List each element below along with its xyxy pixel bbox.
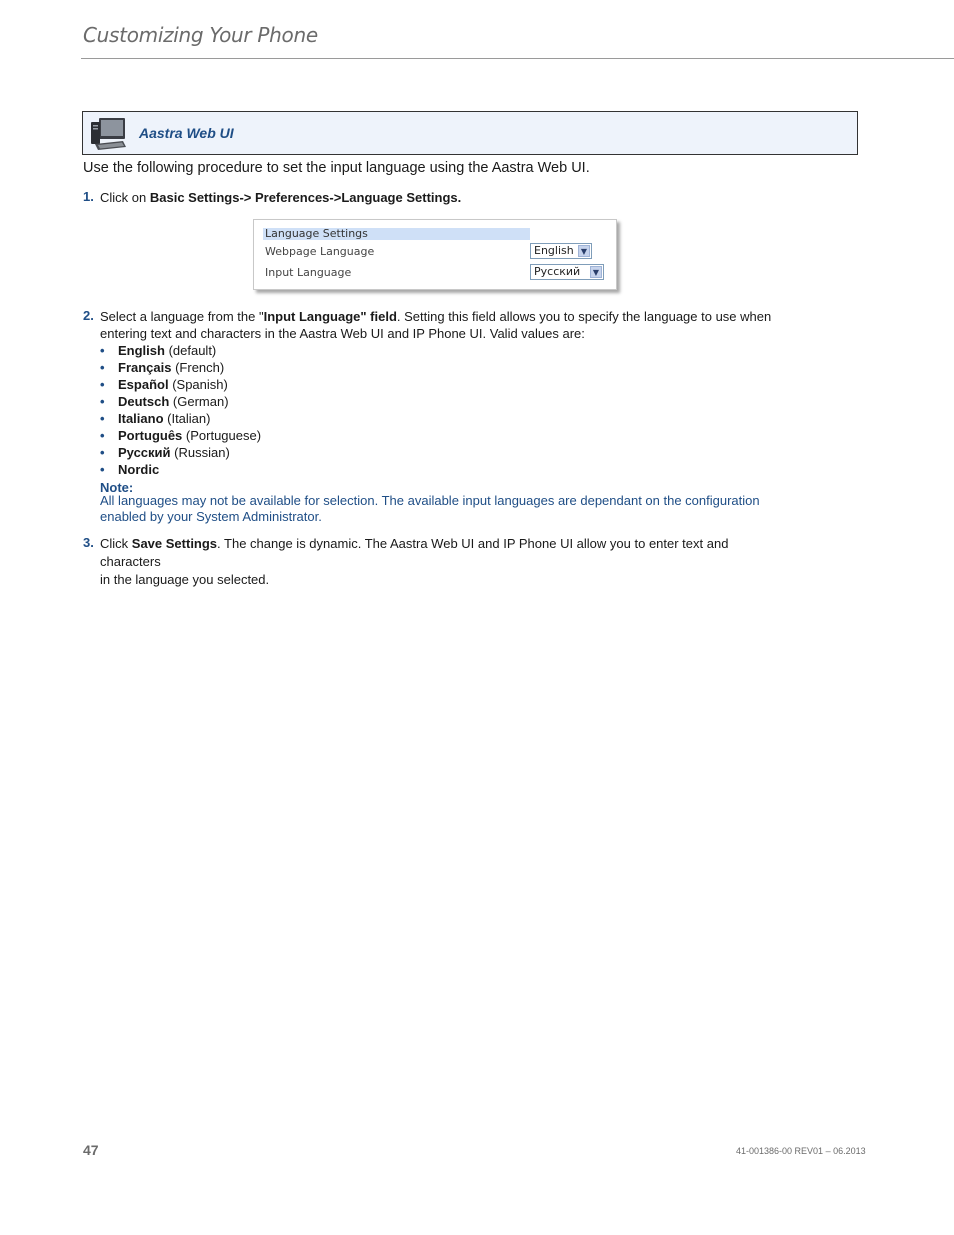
input-language-value: Русский <box>534 265 581 278</box>
bullet: • <box>100 411 105 426</box>
language-desc: (default) <box>164 343 217 358</box>
chevron-down-icon[interactable]: ▼ <box>578 245 590 257</box>
step-2-field: Input Language" field <box>263 309 397 324</box>
language-desc: (Portuguese) <box>182 428 262 443</box>
note-heading: Note: <box>100 480 134 495</box>
step-1-menu-path: Basic Settings-> Preferences->Language Settings. <box>149 190 462 205</box>
step-1-pre: Click on <box>100 190 150 205</box>
step-2-post: . Setting this field allows you to specify the language to use when <box>396 309 772 324</box>
note-line-2: enabled by your System Administrator. <box>100 509 322 524</box>
language-desc: (French) <box>171 360 225 375</box>
bullet: • <box>100 428 105 443</box>
step-1-number: 1. <box>83 189 94 204</box>
step-3-line-1 <box>100 535 790 571</box>
document-id: 41-001386-00 REV01 – 06.2013 <box>736 1146 866 1156</box>
language-name: Deutsch <box>118 394 170 409</box>
bullet: • <box>100 343 105 358</box>
language-name: Português <box>118 428 183 443</box>
step-3-post: . The change is dynamic. The Aastra Web UI and IP Phone UI allow you to enter text and characters <box>100 536 729 569</box>
aastra-web-ui-callout <box>82 111 858 155</box>
webpage-language-label: Webpage Language <box>265 245 375 258</box>
step-2-line-1 <box>100 308 790 325</box>
header-rule <box>81 58 954 59</box>
bullet: • <box>100 377 105 392</box>
bullet: • <box>100 360 105 375</box>
language-name: English <box>118 343 165 358</box>
webpage-language-select[interactable] <box>530 243 592 259</box>
input-language-select[interactable] <box>530 264 604 280</box>
step-2-line-2: entering text and characters in the Aastra Web UI and IP Phone UI. Valid values are: <box>100 326 585 341</box>
bullet: • <box>100 394 105 409</box>
callout-label: Aastra Web UI <box>139 125 234 141</box>
page-number: 47 <box>83 1142 99 1158</box>
note-line-1: All languages may not be available for selection. The available input languages are dependant on the configuration <box>100 493 760 508</box>
step-3-text <box>100 535 790 589</box>
step-3-number: 3. <box>83 535 94 550</box>
step-2-pre: Select a language from the " <box>100 309 264 324</box>
language-desc: (Russian) <box>170 445 230 460</box>
language-desc: (German) <box>169 394 229 409</box>
step-3-pre: Click <box>100 536 132 551</box>
step-2-number: 2. <box>83 308 94 323</box>
bullet: • <box>100 445 105 460</box>
chapter-title: Customizing Your Phone <box>83 23 318 47</box>
computer-icon <box>89 117 127 151</box>
step-1-text <box>100 189 461 206</box>
step-3-line-2: in the language you selected. <box>100 572 270 587</box>
language-desc: (Italian) <box>163 411 211 426</box>
note-text <box>100 493 790 525</box>
language-name: Français <box>118 360 172 375</box>
language-desc: (Spanish) <box>168 377 228 392</box>
language-settings-panel <box>253 219 617 290</box>
chevron-down-icon[interactable]: ▼ <box>590 266 602 278</box>
step-3-action: Save Settings <box>131 536 218 551</box>
language-name: Español <box>118 377 169 392</box>
input-language-label: Input Language <box>265 266 352 279</box>
webpage-language-value: English <box>534 244 574 257</box>
panel-heading: Language Settings <box>263 228 530 240</box>
intro-text: Use the following procedure to set the input language using the Aastra Web UI. <box>83 160 590 176</box>
language-name: Русский <box>118 445 171 460</box>
step-2-text <box>100 308 790 342</box>
bullet: • <box>100 462 105 477</box>
language-name: Nordic <box>118 462 160 477</box>
language-name: Italiano <box>118 411 164 426</box>
